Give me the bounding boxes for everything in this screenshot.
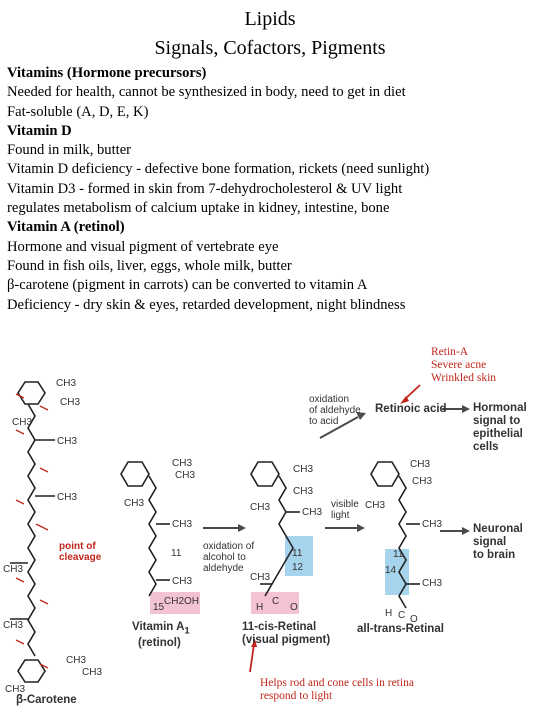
label-line: 11-cis-Retinal [242,621,317,633]
slide-title-2: Signals, Cofactors, Pigments [154,37,386,59]
vitamin-a1-label [132,621,190,650]
label-line: (visual pigment) [242,634,331,646]
text-line: Vitamin D3 - formed in skin from 7-dehydrocholesterol & UV light [7,180,403,197]
beta-carotene-label: β-Carotene [16,694,77,706]
methyl-label: CH3 [250,502,271,513]
text-line: β-carotene (pigment in carrots) can be converted to vitamin A [7,277,368,294]
label-line: (retinol) [138,637,181,650]
label-line: alcohol to [203,552,246,563]
body-text [7,64,535,315]
label-line: point of [59,541,96,552]
label-line: to brain [473,549,516,561]
annotation-line: Retin-A [431,346,469,358]
annotation-line: Wrinkled skin [431,372,497,384]
text-line: Deficiency - dry skin & eyes, retarded development, night blindness [7,296,406,313]
retin-a-annotation [431,346,496,385]
aldehyde-h: H [256,602,264,613]
aldehyde-h: H [385,608,393,619]
methyl-label: CH3 [57,436,78,447]
label-line: oxidation [309,394,350,405]
vitamin-a-text: Vitamin A [132,621,185,633]
text-line: Fat-soluble (A, D, E, K) [7,103,149,120]
label-line: cleavage [59,552,102,563]
label-line: signal to [473,415,521,427]
methyl-label: CH3 [60,397,81,408]
cis-retinal-label [242,621,330,647]
label-line: Neuronal [473,523,523,535]
oxidation-alcohol-label [203,541,254,574]
text-line: Hormone and visual pigment of vertebrate eye [7,238,279,255]
label-line: to acid [309,416,339,427]
label-line: epithelial [473,428,523,440]
rods-cones-annotation [260,677,414,703]
methyl-label: CH3 [56,378,77,389]
methyl-label: CH3 [293,464,314,475]
aldehyde-c: C [398,610,406,621]
methyl-label: CH3 [12,417,33,428]
aldehyde-o: O [410,614,418,625]
methyl-label: CH3 [250,572,271,583]
methyl-label: CH3 [5,684,26,695]
methyl-label: CH3 [410,459,431,470]
label-line: visible [331,499,359,510]
label-line: of aldehyde [309,405,361,416]
methyl-label: CH3 [124,498,145,509]
text-line: Found in fish oils, liver, eggs, whole milk, butter [7,257,292,274]
label-line: aldehyde [203,563,244,574]
label-line: light [331,510,350,521]
label-line: Hormonal [473,402,527,414]
methyl-label: CH3 [365,500,386,511]
trans-retinal-label: all-trans-Retinal [357,623,444,635]
visible-light-label [331,499,359,521]
label-line: signal [473,536,507,548]
methyl-label: CH3 [3,564,24,575]
methyl-label: CH3 [175,470,196,481]
text-line: Found in milk, butter [7,142,132,159]
text-line: Vitamin D deficiency - defective bone formation, rickets (need sunlight) [7,161,430,178]
vitamin-a-subscript: 1 [184,625,190,637]
carbon-number-11: 11 [171,548,182,559]
carbon-number-11: 11 [393,549,404,560]
text-line: Vitamin A (retinol) [7,219,125,236]
methyl-label: CH3 [66,655,87,666]
carbon-number-12: 12 [292,562,304,573]
annotation-line: Severe acne [431,359,487,371]
neuronal-signal-label [473,523,523,562]
annotation-line: Helps rod and cone cells in retina [260,677,414,689]
methyl-label: CH3 [172,519,193,530]
point-of-cleavage-label [59,541,101,563]
methyl-label: CH3 [172,458,193,469]
carbon-number-14: 14 [385,565,397,576]
aldehyde-o: O [290,602,298,613]
label-line: cells [473,441,499,453]
aldehyde-c: C [272,596,280,607]
text-line: regulates metabolism of calcium uptake in kidney, intestine, bone [7,200,390,217]
label-line [132,621,190,637]
label-line: oxidation of [203,541,255,552]
methyl-label: CH3 [293,486,314,497]
oxidation-aldehyde-label [309,394,361,427]
methyl-label: CH3 [82,667,103,678]
slide-title-1: Lipids [244,8,296,30]
methyl-label: CH3 [422,578,443,589]
hormonal-signal-label [473,402,527,454]
methyl-label: CH3 [172,576,193,587]
methyl-label: CH3 [422,519,443,530]
ch2oh-label: CH2OH [164,596,200,607]
carbon-number-11: 11 [292,548,303,559]
methyl-label: CH3 [412,476,433,487]
methyl-label: CH3 [57,492,78,503]
annotation-line: respond to light [260,690,333,702]
methyl-label: CH3 [3,620,24,631]
retinoic-acid-label: Retinoic acid [375,403,447,415]
methyl-label: CH3 [302,507,323,518]
carbon-number-15: 15 [153,602,165,613]
text-line: Vitamins (Hormone precursors) [7,65,207,81]
text-line: Needed for health, cannot be synthesized in body, need to get in diet [7,84,406,101]
text-line: Vitamin D [7,122,72,139]
